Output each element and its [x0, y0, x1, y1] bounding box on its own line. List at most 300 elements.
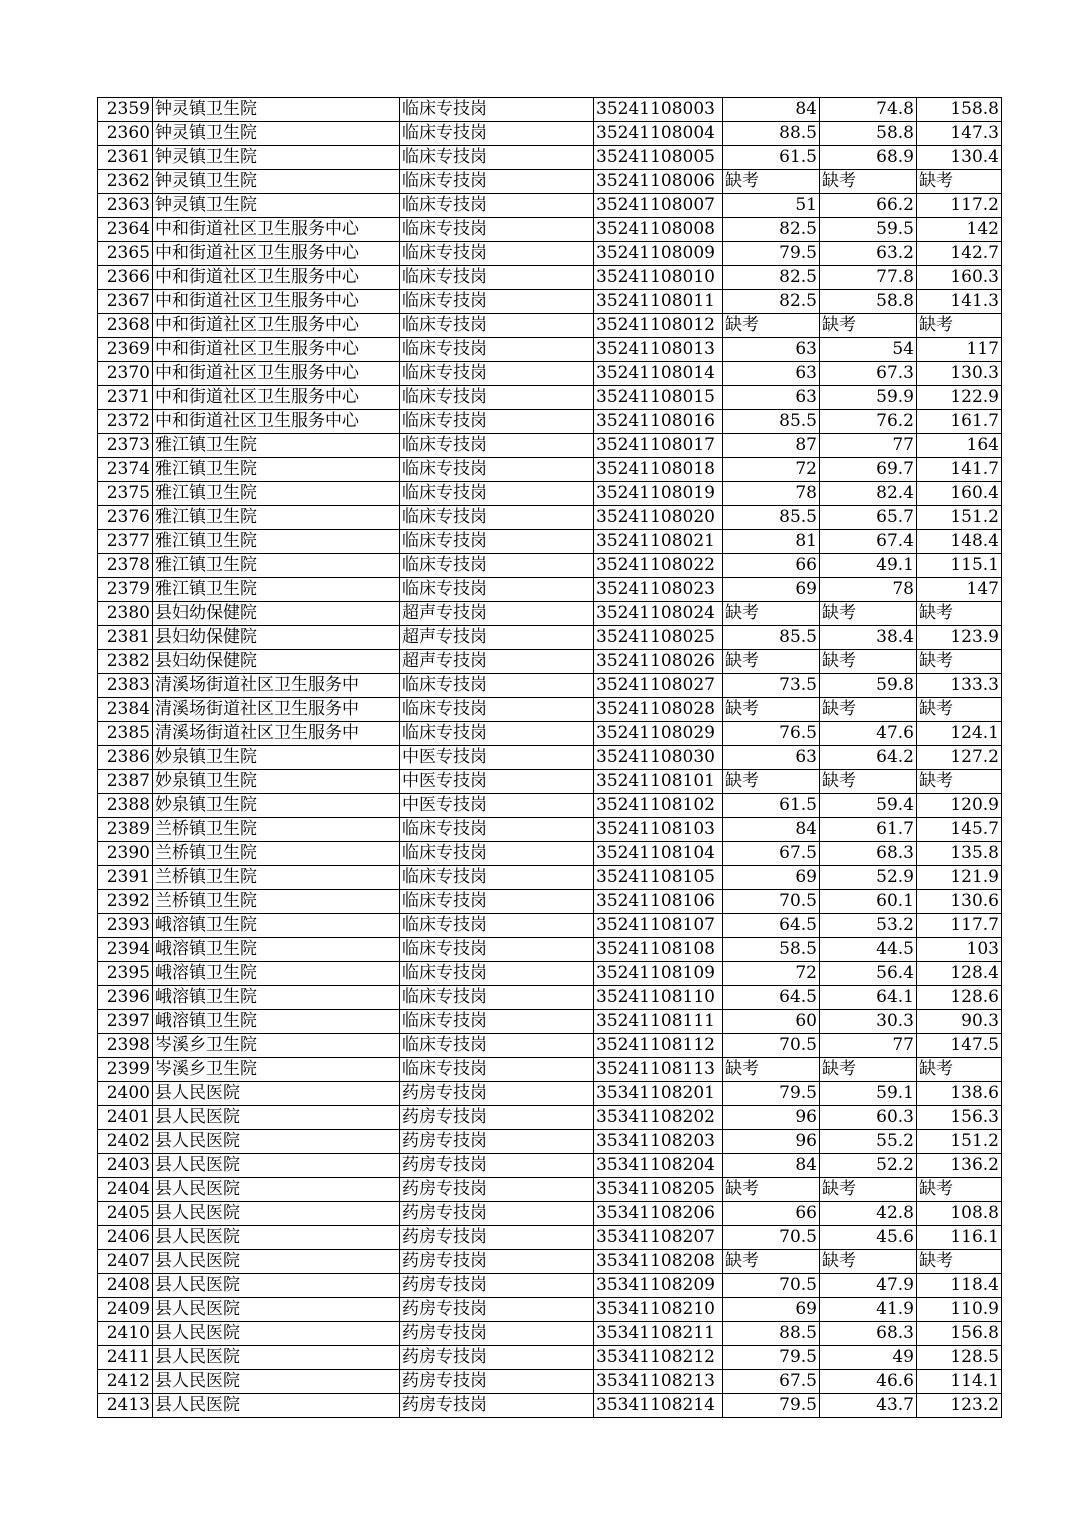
score-interview-cell: 38.4 — [820, 626, 917, 650]
row-number-cell: 2398 — [98, 1034, 153, 1058]
exam-id-cell: 35241108026 — [594, 650, 723, 674]
score-written-cell: 69 — [723, 866, 820, 890]
row-number-cell: 2405 — [98, 1202, 153, 1226]
row-number-cell: 2384 — [98, 698, 153, 722]
exam-id-cell: 35341108214 — [594, 1394, 723, 1418]
table-row — [98, 1154, 1002, 1178]
score-written-cell: 79.5 — [723, 1394, 820, 1418]
table-row — [98, 122, 1002, 146]
score-total-cell: 145.7 — [917, 818, 1002, 842]
post-name-cell: 药房专技岗 — [400, 1394, 594, 1418]
row-number-cell: 2366 — [98, 266, 153, 290]
row-number-cell: 2381 — [98, 626, 153, 650]
post-name-cell: 临床专技岗 — [400, 482, 594, 506]
row-number-cell: 2411 — [98, 1346, 153, 1370]
score-interview-cell: 缺考 — [820, 1058, 917, 1082]
exam-id-cell: 35241108025 — [594, 626, 723, 650]
score-written-cell: 70.5 — [723, 890, 820, 914]
row-number-cell: 2365 — [98, 242, 153, 266]
exam-id-cell: 35341108210 — [594, 1298, 723, 1322]
unit-name-cell: 县人民医院 — [153, 1250, 400, 1274]
table-row — [98, 1226, 1002, 1250]
row-number-cell: 2363 — [98, 194, 153, 218]
table-row — [98, 242, 1002, 266]
unit-name-cell: 中和街道社区卫生服务中心 — [153, 338, 400, 362]
unit-name-cell: 中和街道社区卫生服务中心 — [153, 314, 400, 338]
table-row — [98, 1274, 1002, 1298]
row-number-cell: 2400 — [98, 1082, 153, 1106]
unit-name-cell: 妙泉镇卫生院 — [153, 746, 400, 770]
score-total-cell: 160.4 — [917, 482, 1002, 506]
post-name-cell: 临床专技岗 — [400, 506, 594, 530]
unit-name-cell: 县人民医院 — [153, 1322, 400, 1346]
score-interview-cell: 54 — [820, 338, 917, 362]
unit-name-cell: 峨溶镇卫生院 — [153, 914, 400, 938]
row-number-cell: 2399 — [98, 1058, 153, 1082]
table-row — [98, 434, 1002, 458]
score-total-cell: 121.9 — [917, 866, 1002, 890]
table-row — [98, 698, 1002, 722]
score-written-cell: 79.5 — [723, 1346, 820, 1370]
score-total-cell: 123.2 — [917, 1394, 1002, 1418]
score-total-cell: 115.1 — [917, 554, 1002, 578]
score-total-cell: 136.2 — [917, 1154, 1002, 1178]
table-row — [98, 98, 1002, 122]
table-row — [98, 1298, 1002, 1322]
score-interview-cell: 59.8 — [820, 674, 917, 698]
score-total-cell: 118.4 — [917, 1274, 1002, 1298]
unit-name-cell: 中和街道社区卫生服务中心 — [153, 218, 400, 242]
unit-name-cell: 县人民医院 — [153, 1082, 400, 1106]
score-written-cell: 79.5 — [723, 1082, 820, 1106]
exam-id-cell: 35241108027 — [594, 674, 723, 698]
row-number-cell: 2403 — [98, 1154, 153, 1178]
row-number-cell: 2379 — [98, 578, 153, 602]
score-interview-cell: 78 — [820, 578, 917, 602]
score-total-cell: 142.7 — [917, 242, 1002, 266]
score-written-cell: 缺考 — [723, 170, 820, 194]
unit-name-cell: 中和街道社区卫生服务中心 — [153, 266, 400, 290]
row-number-cell: 2367 — [98, 290, 153, 314]
score-table-body — [98, 98, 1002, 1418]
row-number-cell: 2409 — [98, 1298, 153, 1322]
post-name-cell: 临床专技岗 — [400, 434, 594, 458]
post-name-cell: 超声专技岗 — [400, 602, 594, 626]
score-interview-cell: 60.3 — [820, 1106, 917, 1130]
score-interview-cell: 74.8 — [820, 98, 917, 122]
score-written-cell: 85.5 — [723, 410, 820, 434]
score-total-cell: 缺考 — [917, 314, 1002, 338]
score-interview-cell: 47.6 — [820, 722, 917, 746]
exam-id-cell: 35241108003 — [594, 98, 723, 122]
score-written-cell: 63 — [723, 362, 820, 386]
score-written-cell: 69 — [723, 578, 820, 602]
table-row — [98, 578, 1002, 602]
score-interview-cell: 82.4 — [820, 482, 917, 506]
exam-id-cell: 35241108004 — [594, 122, 723, 146]
post-name-cell: 临床专技岗 — [400, 842, 594, 866]
score-interview-cell: 63.2 — [820, 242, 917, 266]
score-total-cell: 130.6 — [917, 890, 1002, 914]
table-row — [98, 482, 1002, 506]
score-total-cell: 缺考 — [917, 650, 1002, 674]
score-interview-cell: 64.1 — [820, 986, 917, 1010]
score-total-cell: 141.3 — [917, 290, 1002, 314]
unit-name-cell: 县妇幼保健院 — [153, 650, 400, 674]
score-interview-cell: 缺考 — [820, 1178, 917, 1202]
score-written-cell: 63 — [723, 338, 820, 362]
score-written-cell: 缺考 — [723, 1058, 820, 1082]
post-name-cell: 临床专技岗 — [400, 242, 594, 266]
score-total-cell: 158.8 — [917, 98, 1002, 122]
row-number-cell: 2410 — [98, 1322, 153, 1346]
score-total-cell: 135.8 — [917, 842, 1002, 866]
post-name-cell: 临床专技岗 — [400, 266, 594, 290]
score-total-cell: 156.3 — [917, 1106, 1002, 1130]
post-name-cell: 临床专技岗 — [400, 818, 594, 842]
row-number-cell: 2376 — [98, 506, 153, 530]
row-number-cell: 2374 — [98, 458, 153, 482]
score-total-cell: 147.3 — [917, 122, 1002, 146]
exam-id-cell: 35241108017 — [594, 434, 723, 458]
unit-name-cell: 雅江镇卫生院 — [153, 458, 400, 482]
table-row — [98, 794, 1002, 818]
post-name-cell: 药房专技岗 — [400, 1298, 594, 1322]
unit-name-cell: 县人民医院 — [153, 1226, 400, 1250]
score-total-cell: 缺考 — [917, 1250, 1002, 1274]
table-row — [98, 602, 1002, 626]
score-interview-cell: 59.4 — [820, 794, 917, 818]
unit-name-cell: 峨溶镇卫生院 — [153, 986, 400, 1010]
exam-id-cell: 35241108010 — [594, 266, 723, 290]
exam-id-cell: 35241108013 — [594, 338, 723, 362]
score-interview-cell: 49 — [820, 1346, 917, 1370]
row-number-cell: 2378 — [98, 554, 153, 578]
score-interview-cell: 44.5 — [820, 938, 917, 962]
score-written-cell: 64.5 — [723, 986, 820, 1010]
post-name-cell: 临床专技岗 — [400, 986, 594, 1010]
exam-id-cell: 35241108019 — [594, 482, 723, 506]
score-written-cell: 81 — [723, 530, 820, 554]
unit-name-cell: 雅江镇卫生院 — [153, 482, 400, 506]
score-interview-cell: 59.5 — [820, 218, 917, 242]
unit-name-cell: 钟灵镇卫生院 — [153, 122, 400, 146]
exam-id-cell: 35241108113 — [594, 1058, 723, 1082]
post-name-cell: 中医专技岗 — [400, 770, 594, 794]
unit-name-cell: 峨溶镇卫生院 — [153, 962, 400, 986]
exam-id-cell: 35241108021 — [594, 530, 723, 554]
unit-name-cell: 钟灵镇卫生院 — [153, 98, 400, 122]
score-written-cell: 70.5 — [723, 1274, 820, 1298]
score-written-cell: 61.5 — [723, 794, 820, 818]
score-interview-cell: 47.9 — [820, 1274, 917, 1298]
table-row — [98, 962, 1002, 986]
unit-name-cell: 妙泉镇卫生院 — [153, 770, 400, 794]
score-written-cell: 84 — [723, 818, 820, 842]
post-name-cell: 临床专技岗 — [400, 338, 594, 362]
row-number-cell: 2375 — [98, 482, 153, 506]
score-total-cell: 151.2 — [917, 1130, 1002, 1154]
row-number-cell: 2396 — [98, 986, 153, 1010]
unit-name-cell: 兰桥镇卫生院 — [153, 818, 400, 842]
exam-id-cell: 35341108202 — [594, 1106, 723, 1130]
table-row — [98, 218, 1002, 242]
table-row — [98, 1250, 1002, 1274]
post-name-cell: 临床专技岗 — [400, 578, 594, 602]
row-number-cell: 2364 — [98, 218, 153, 242]
post-name-cell: 药房专技岗 — [400, 1202, 594, 1226]
score-written-cell: 缺考 — [723, 770, 820, 794]
exam-id-cell: 35241108102 — [594, 794, 723, 818]
unit-name-cell: 中和街道社区卫生服务中心 — [153, 242, 400, 266]
score-interview-cell: 59.9 — [820, 386, 917, 410]
table-row — [98, 170, 1002, 194]
exam-id-cell: 35241108029 — [594, 722, 723, 746]
score-written-cell: 69 — [723, 1298, 820, 1322]
score-interview-cell: 55.2 — [820, 1130, 917, 1154]
post-name-cell: 临床专技岗 — [400, 890, 594, 914]
score-written-cell: 82.5 — [723, 290, 820, 314]
exam-id-cell: 35241108112 — [594, 1034, 723, 1058]
score-interview-cell: 69.7 — [820, 458, 917, 482]
post-name-cell: 药房专技岗 — [400, 1106, 594, 1130]
table-row — [98, 530, 1002, 554]
score-total-cell: 108.8 — [917, 1202, 1002, 1226]
score-written-cell: 88.5 — [723, 122, 820, 146]
score-total-cell: 90.3 — [917, 1010, 1002, 1034]
score-total-cell: 110.9 — [917, 1298, 1002, 1322]
exam-id-cell: 35341108213 — [594, 1370, 723, 1394]
score-interview-cell: 缺考 — [820, 602, 917, 626]
exam-id-cell: 35341108203 — [594, 1130, 723, 1154]
table-row — [98, 914, 1002, 938]
score-written-cell: 63 — [723, 386, 820, 410]
post-name-cell: 临床专技岗 — [400, 146, 594, 170]
score-written-cell: 70.5 — [723, 1226, 820, 1250]
post-name-cell: 临床专技岗 — [400, 1034, 594, 1058]
score-interview-cell: 77 — [820, 1034, 917, 1058]
unit-name-cell: 钟灵镇卫生院 — [153, 170, 400, 194]
exam-id-cell: 35241108024 — [594, 602, 723, 626]
row-number-cell: 2407 — [98, 1250, 153, 1274]
unit-name-cell: 峨溶镇卫生院 — [153, 938, 400, 962]
unit-name-cell: 兰桥镇卫生院 — [153, 890, 400, 914]
exam-id-cell: 35241108106 — [594, 890, 723, 914]
exam-id-cell: 35341108209 — [594, 1274, 723, 1298]
unit-name-cell: 县人民医院 — [153, 1370, 400, 1394]
score-total-cell: 147 — [917, 578, 1002, 602]
table-row — [98, 338, 1002, 362]
exam-id-cell: 35341108211 — [594, 1322, 723, 1346]
table-row — [98, 1346, 1002, 1370]
post-name-cell: 药房专技岗 — [400, 1082, 594, 1106]
unit-name-cell: 钟灵镇卫生院 — [153, 194, 400, 218]
table-row — [98, 554, 1002, 578]
table-row — [98, 266, 1002, 290]
score-interview-cell: 缺考 — [820, 698, 917, 722]
score-total-cell: 120.9 — [917, 794, 1002, 818]
score-written-cell: 60 — [723, 1010, 820, 1034]
exam-id-cell: 35241108008 — [594, 218, 723, 242]
table-row — [98, 1130, 1002, 1154]
exam-id-cell: 35341108208 — [594, 1250, 723, 1274]
table-row — [98, 1082, 1002, 1106]
score-total-cell: 117.7 — [917, 914, 1002, 938]
score-interview-cell: 49.1 — [820, 554, 917, 578]
post-name-cell: 超声专技岗 — [400, 650, 594, 674]
row-number-cell: 2359 — [98, 98, 153, 122]
post-name-cell: 药房专技岗 — [400, 1370, 594, 1394]
unit-name-cell: 兰桥镇卫生院 — [153, 842, 400, 866]
unit-name-cell: 县人民医院 — [153, 1130, 400, 1154]
row-number-cell: 2388 — [98, 794, 153, 818]
table-row — [98, 506, 1002, 530]
unit-name-cell: 岑溪乡卫生院 — [153, 1034, 400, 1058]
score-written-cell: 72 — [723, 458, 820, 482]
score-total-cell: 160.3 — [917, 266, 1002, 290]
table-row — [98, 1394, 1002, 1418]
score-interview-cell: 42.8 — [820, 1202, 917, 1226]
table-row — [98, 1034, 1002, 1058]
score-written-cell: 缺考 — [723, 698, 820, 722]
table-row — [98, 746, 1002, 770]
table-row — [98, 770, 1002, 794]
score-interview-cell: 67.4 — [820, 530, 917, 554]
table-row — [98, 722, 1002, 746]
score-written-cell: 67.5 — [723, 842, 820, 866]
score-written-cell: 84 — [723, 98, 820, 122]
unit-name-cell: 中和街道社区卫生服务中心 — [153, 290, 400, 314]
unit-name-cell: 雅江镇卫生院 — [153, 554, 400, 578]
score-written-cell: 96 — [723, 1130, 820, 1154]
post-name-cell: 药房专技岗 — [400, 1226, 594, 1250]
table-row — [98, 1106, 1002, 1130]
score-written-cell: 73.5 — [723, 674, 820, 698]
score-total-cell: 116.1 — [917, 1226, 1002, 1250]
table-row — [98, 362, 1002, 386]
score-total-cell: 128.6 — [917, 986, 1002, 1010]
score-total-cell: 133.3 — [917, 674, 1002, 698]
table-row — [98, 386, 1002, 410]
post-name-cell: 药房专技岗 — [400, 1154, 594, 1178]
score-total-cell: 117.2 — [917, 194, 1002, 218]
row-number-cell: 2386 — [98, 746, 153, 770]
exam-id-cell: 35241108103 — [594, 818, 723, 842]
row-number-cell: 2373 — [98, 434, 153, 458]
exam-id-cell: 35241108011 — [594, 290, 723, 314]
unit-name-cell: 峨溶镇卫生院 — [153, 1010, 400, 1034]
table-row — [98, 194, 1002, 218]
exam-id-cell: 35241108104 — [594, 842, 723, 866]
table-row — [98, 650, 1002, 674]
exam-id-cell: 35241108030 — [594, 746, 723, 770]
score-total-cell: 156.8 — [917, 1322, 1002, 1346]
unit-name-cell: 雅江镇卫生院 — [153, 578, 400, 602]
score-interview-cell: 缺考 — [820, 650, 917, 674]
score-interview-cell: 30.3 — [820, 1010, 917, 1034]
row-number-cell: 2393 — [98, 914, 153, 938]
unit-name-cell: 清溪场街道社区卫生服务中 — [153, 698, 400, 722]
score-interview-cell: 68.3 — [820, 842, 917, 866]
score-interview-cell: 61.7 — [820, 818, 917, 842]
score-total-cell: 缺考 — [917, 1178, 1002, 1202]
row-number-cell: 2387 — [98, 770, 153, 794]
row-number-cell: 2392 — [98, 890, 153, 914]
post-name-cell: 中医专技岗 — [400, 794, 594, 818]
score-interview-cell: 41.9 — [820, 1298, 917, 1322]
post-name-cell: 临床专技岗 — [400, 938, 594, 962]
score-written-cell: 缺考 — [723, 1250, 820, 1274]
score-total-cell: 缺考 — [917, 602, 1002, 626]
table-row — [98, 290, 1002, 314]
row-number-cell: 2391 — [98, 866, 153, 890]
exam-id-cell: 35241108105 — [594, 866, 723, 890]
exam-id-cell: 35241108005 — [594, 146, 723, 170]
score-total-cell: 151.2 — [917, 506, 1002, 530]
unit-name-cell: 中和街道社区卫生服务中心 — [153, 410, 400, 434]
row-number-cell: 2369 — [98, 338, 153, 362]
post-name-cell: 临床专技岗 — [400, 170, 594, 194]
score-written-cell: 66 — [723, 1202, 820, 1226]
row-number-cell: 2408 — [98, 1274, 153, 1298]
table-row — [98, 674, 1002, 698]
score-written-cell: 84 — [723, 1154, 820, 1178]
score-written-cell: 缺考 — [723, 602, 820, 626]
score-written-cell: 78 — [723, 482, 820, 506]
row-number-cell: 2397 — [98, 1010, 153, 1034]
table-row — [98, 1202, 1002, 1226]
table-row — [98, 890, 1002, 914]
table-row — [98, 1322, 1002, 1346]
row-number-cell: 2389 — [98, 818, 153, 842]
table-row — [98, 626, 1002, 650]
table-row — [98, 1370, 1002, 1394]
row-number-cell: 2371 — [98, 386, 153, 410]
exam-id-cell: 35241108111 — [594, 1010, 723, 1034]
score-total-cell: 127.2 — [917, 746, 1002, 770]
score-total-cell: 117 — [917, 338, 1002, 362]
unit-name-cell: 雅江镇卫生院 — [153, 434, 400, 458]
score-total-cell: 161.7 — [917, 410, 1002, 434]
row-number-cell: 2362 — [98, 170, 153, 194]
post-name-cell: 药房专技岗 — [400, 1178, 594, 1202]
unit-name-cell: 县妇幼保健院 — [153, 602, 400, 626]
unit-name-cell: 县人民医院 — [153, 1106, 400, 1130]
exam-id-cell: 35241108007 — [594, 194, 723, 218]
post-name-cell: 临床专技岗 — [400, 122, 594, 146]
unit-name-cell: 岑溪乡卫生院 — [153, 1058, 400, 1082]
post-name-cell: 临床专技岗 — [400, 530, 594, 554]
exam-id-cell: 35241108006 — [594, 170, 723, 194]
score-interview-cell: 68.9 — [820, 146, 917, 170]
exam-id-cell: 35341108212 — [594, 1346, 723, 1370]
score-interview-cell: 56.4 — [820, 962, 917, 986]
exam-id-cell: 35241108101 — [594, 770, 723, 794]
score-total-cell: 114.1 — [917, 1370, 1002, 1394]
unit-name-cell: 县人民医院 — [153, 1298, 400, 1322]
score-interview-cell: 60.1 — [820, 890, 917, 914]
row-number-cell: 2412 — [98, 1370, 153, 1394]
post-name-cell: 药房专技岗 — [400, 1130, 594, 1154]
post-name-cell: 临床专技岗 — [400, 314, 594, 338]
post-name-cell: 药房专技岗 — [400, 1346, 594, 1370]
score-table — [97, 97, 1002, 1418]
row-number-cell: 2406 — [98, 1226, 153, 1250]
unit-name-cell: 县人民医院 — [153, 1154, 400, 1178]
score-interview-cell: 66.2 — [820, 194, 917, 218]
score-interview-cell: 76.2 — [820, 410, 917, 434]
post-name-cell: 临床专技岗 — [400, 722, 594, 746]
